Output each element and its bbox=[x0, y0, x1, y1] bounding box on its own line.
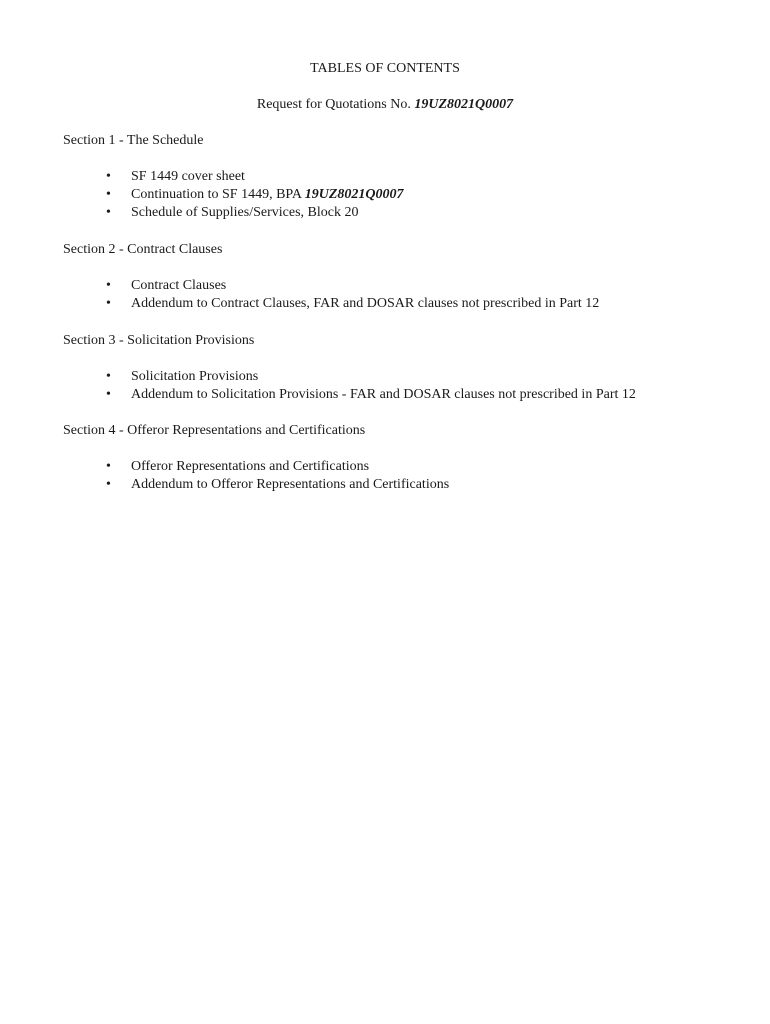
bullet-icon: • bbox=[106, 169, 111, 184]
item-text: Addendum to Solicitation Provisions - FAR and DOSAR clauses not prescribed in Part 12 bbox=[131, 387, 636, 402]
section-heading: Section 1 - The Schedule bbox=[63, 133, 204, 148]
section-3 bbox=[63, 332, 743, 404]
list-item bbox=[63, 386, 743, 404]
list-item bbox=[63, 168, 743, 186]
list-item bbox=[63, 368, 743, 386]
bullet-icon: • bbox=[106, 205, 111, 220]
bullet-icon: • bbox=[106, 187, 111, 202]
bullet-icon: • bbox=[106, 387, 111, 402]
bullet-icon: • bbox=[106, 369, 111, 384]
item-text: SF 1449 cover sheet bbox=[131, 169, 245, 184]
list-item bbox=[63, 277, 743, 295]
item-text: Contract Clauses bbox=[131, 278, 227, 293]
bullet-icon: • bbox=[106, 296, 111, 311]
list-item bbox=[63, 295, 743, 313]
list-item bbox=[63, 186, 743, 204]
item-text: Solicitation Provisions bbox=[131, 369, 259, 384]
section-4 bbox=[63, 422, 743, 494]
section-heading: Section 3 - Solicitation Provisions bbox=[63, 333, 255, 348]
bullet-icon: • bbox=[106, 477, 111, 492]
section-1 bbox=[63, 132, 743, 222]
list-item bbox=[63, 476, 743, 494]
item-text: Offeror Representations and Certifications bbox=[131, 459, 370, 474]
section-item-list bbox=[63, 277, 743, 313]
item-text: Schedule of Supplies/Services, Block 20 bbox=[131, 205, 359, 220]
section-heading: Section 4 - Offeror Representations and Certifications bbox=[63, 423, 366, 438]
section-item-list bbox=[63, 168, 743, 222]
rfq-number: 19UZ8021Q0007 bbox=[414, 97, 514, 112]
item-text: Continuation to SF 1449, BPA bbox=[131, 187, 305, 202]
section-item-list bbox=[63, 458, 743, 494]
rfq-subtitle-label: Request for Quotations No. bbox=[256, 97, 415, 112]
section-2 bbox=[63, 241, 743, 313]
bpa-number: 19UZ8021Q0007 bbox=[304, 187, 404, 202]
list-item bbox=[63, 458, 743, 476]
rfq-subtitle bbox=[0, 96, 770, 114]
section-item-list bbox=[63, 368, 743, 404]
item-text: Addendum to Contract Clauses, FAR and DOSAR clauses not prescribed in Part 12 bbox=[131, 296, 600, 311]
bullet-icon: • bbox=[106, 278, 111, 293]
list-item bbox=[63, 204, 743, 222]
item-text: Addendum to Offeror Representations and Certifications bbox=[131, 477, 450, 492]
bullet-icon: • bbox=[106, 459, 111, 474]
section-heading: Section 2 - Contract Clauses bbox=[63, 242, 223, 257]
page-title: TABLES OF CONTENTS bbox=[310, 61, 460, 76]
